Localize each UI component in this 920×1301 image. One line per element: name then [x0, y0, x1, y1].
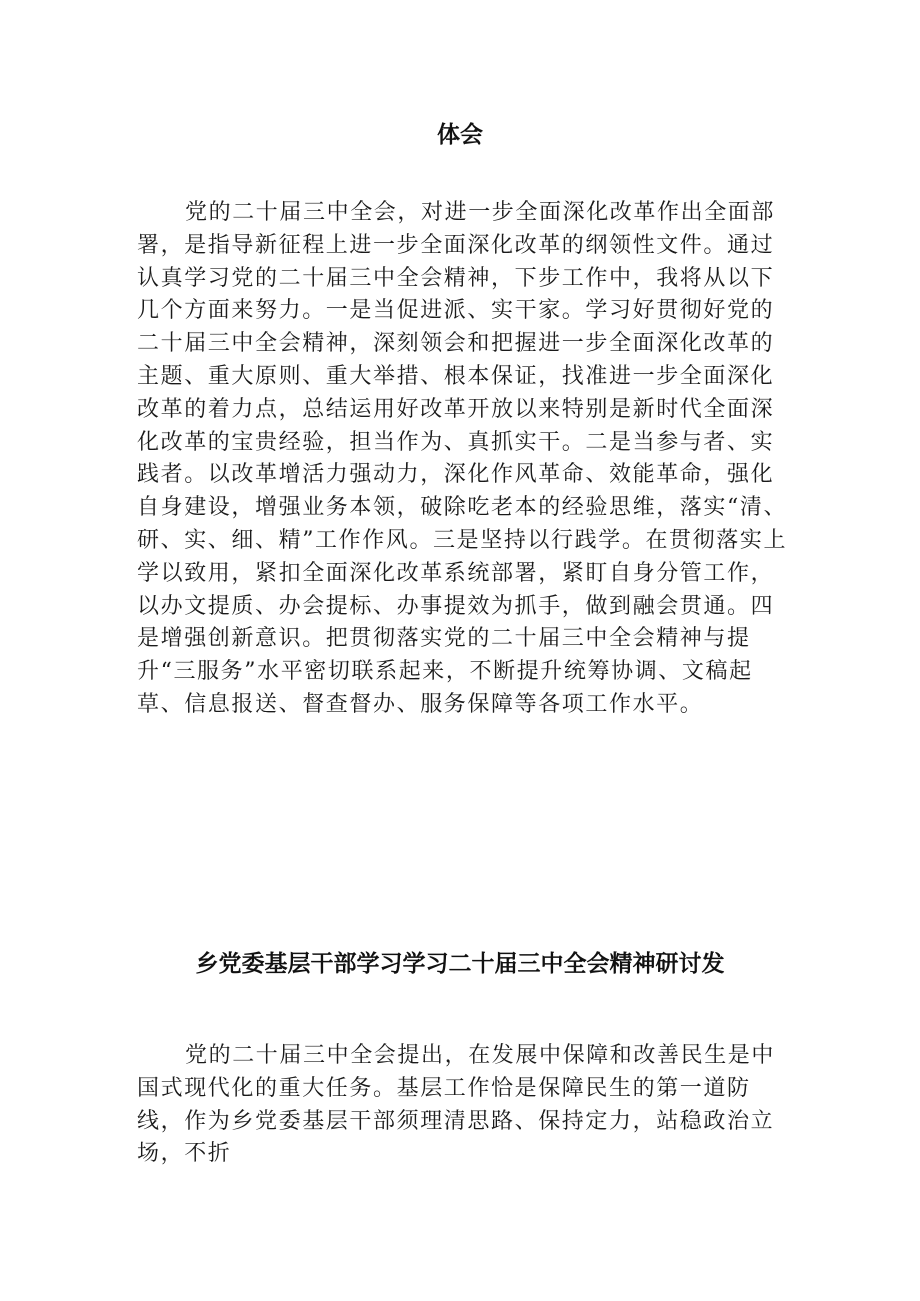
section-heading: 体会 — [437, 122, 483, 148]
body-paragraph: 党的二十届三中全会提出，在发展中保障和改善民生是中国式现代化的重大任务。基层工作恰是保障民生的第一道防线，作为乡党委基层干部须理清思路、保持定力，站稳政治立场，不折 — [137, 1043, 776, 1167]
body-paragraph: 党的二十届三中全会，对进一步全面深化改革作出全面部署，是指导新征程上进一步全面深化改革的纲领性文件。通过认真学习党的二十届三中全会精神，下步工作中，我将从以下几个方面来努力。一是当促进派、实干家。学习好贯彻好党的二十届三中全会精神，深刻领会和把握进一步全面深化改革的主题、重大原则、重大举措、根本保证，找准进一步全面深化改革的着力点，总结运用好改革开放以来特别是新时代全面深化改革的宝贵经验，担当作为、真抓实干。二是当参与者、实践者。以改革增活力强动力，深化作风革命、效能革命，强化自身建设，增强业务本领，破除吃老本的经验思维，落实“清、研、实、细、精”工作作风。三是坚持以行践学。在贯彻落实上学以致用，紧扣全面深化改革系统部署，紧盯自身分管工作，以办文提质、办会提标、办事提效为抓手，做到融会贯通。四是增强创新意识。把贯彻落实党的二十届三中全会精神与提升“三服务”水平密切联系起来，不断提升统筹协调、文稿起草、信息报送、督查督办、服务保障等各项工作水平。 — [137, 200, 788, 717]
article-title: 乡党委基层干部学习学习二十届三中全会精神研讨发 — [195, 951, 725, 977]
